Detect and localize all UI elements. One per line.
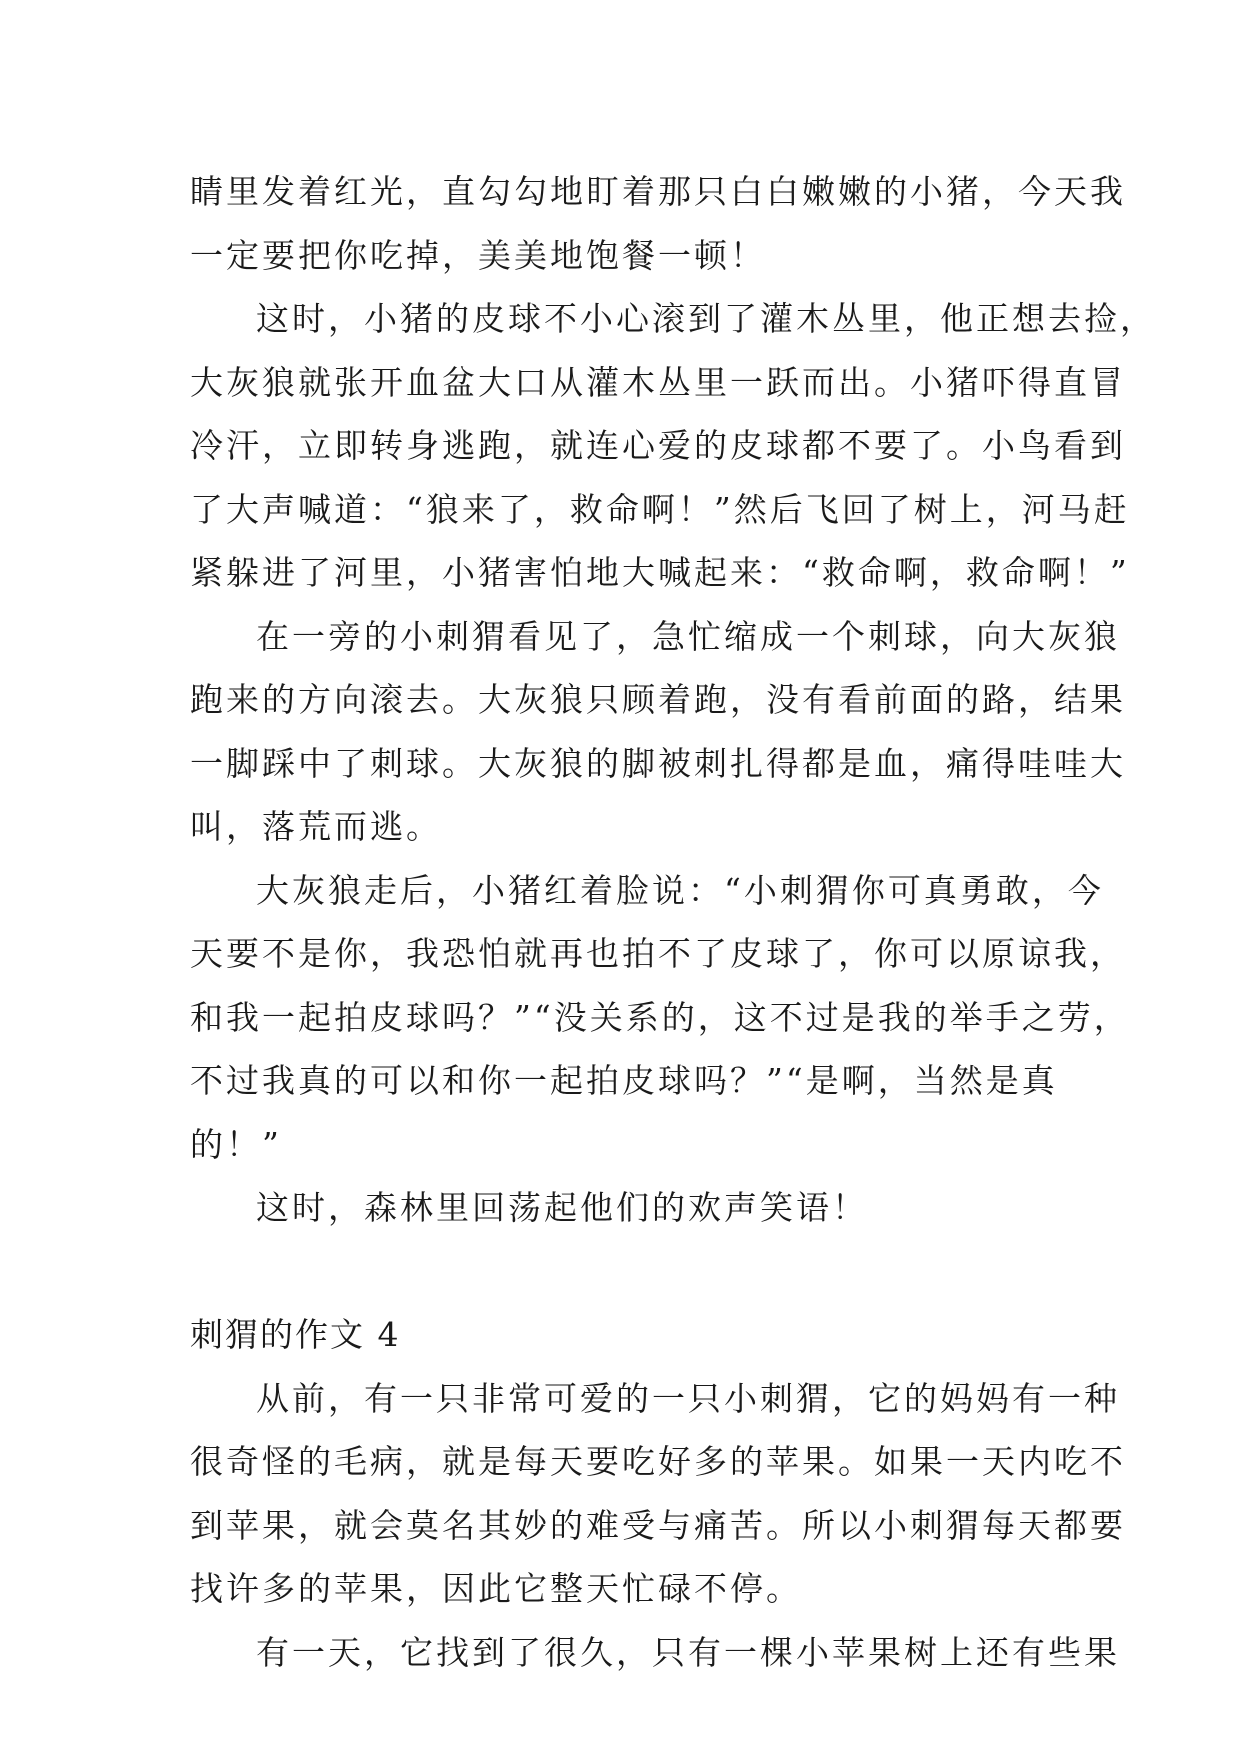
paragraph [190, 859, 1130, 1177]
paragraph [190, 1367, 1126, 1621]
text-line: 冷汗，立即转身逃跑，就连心爱的皮球都不要了。小鸟看到 [190, 426, 1126, 465]
text-line: 了大声喊道：“狼来了，救命啊！”然后飞回了树上，河马赶 [190, 489, 1130, 529]
text-line: 的！” [190, 1124, 282, 1164]
text-line: 不过我真的可以和你一起拍皮球吗？”“是啊，当然是真 [190, 1061, 1058, 1100]
section-title: 刺猬的作文 4 [190, 1315, 401, 1354]
text-line: 这时，小猪的皮球不小心滚到了灌木丛里，他正想去捡， [256, 299, 1156, 338]
text-line: 找许多的苹果，因此它整天忙碌不停。 [190, 1569, 802, 1608]
text-line: 很奇怪的毛病，就是每天要吃好多的苹果。如果一天内吃不 [190, 1442, 1126, 1481]
text-line: 一定要把你吃掉，美美地饱餐一顿！ [190, 235, 766, 275]
text-line: 天要不是你，我恐怕就再也拍不了皮球了，你可以原谅我， [190, 934, 1126, 973]
document-body [190, 160, 1156, 1684]
text-line: 大灰狼走后，小猪红着脸说：“小刺猬你可真勇敢，今 [256, 870, 1104, 910]
text-line: 和我一起拍皮球吗？”“没关系的，这不过是我的举手之劳， [190, 997, 1130, 1037]
paragraph [190, 1621, 1120, 1685]
paragraph [190, 605, 1126, 859]
text-line: 叫，落荒而逃。 [190, 807, 442, 846]
text-line: 从前，有一只非常可爱的一只小刺猬，它的妈妈有一种 [256, 1378, 1120, 1418]
text-line: 有一天，它找到了很久，只有一棵小苹果树上还有些果 [256, 1632, 1120, 1672]
text-line: 大灰狼就张开血盆大口从灌木丛里一跃而出。小猪吓得直冒 [190, 362, 1126, 402]
text-line: 这时，森林里回荡起他们的欢声笑语！ [256, 1188, 868, 1227]
paragraph [190, 287, 1156, 605]
text-line: 跑来的方向滚去。大灰狼只顾着跑，没有看前面的路，结果 [190, 680, 1126, 719]
paragraph [190, 1176, 1070, 1240]
text-line: 紧躲进了河里，小猪害怕地大喊起来：“救命啊，救命啊！” [190, 553, 1130, 592]
text-line: 一脚踩中了刺球。大灰狼的脚被刺扎得都是血，痛得哇哇大 [190, 743, 1126, 783]
section-gap [190, 1240, 1070, 1304]
text-line: 睛里发着红光，直勾勾地盯着那只白白嫩嫩的小猪，今天我 [190, 172, 1126, 211]
text-line: 到苹果，就会莫名其妙的难受与痛苦。所以小刺猬每天都要 [190, 1505, 1126, 1545]
text-line: 在一旁的小刺猬看见了，急忙缩成一个刺球，向大灰狼 [256, 616, 1120, 656]
paragraph [190, 160, 1126, 287]
